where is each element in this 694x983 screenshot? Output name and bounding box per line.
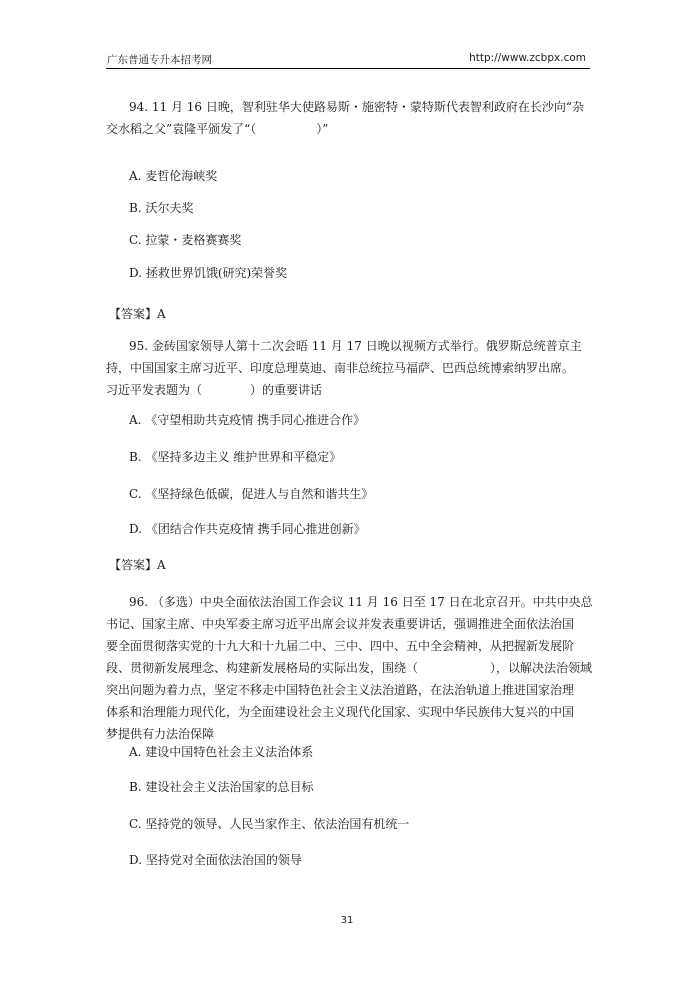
question-line: 95. 金砖国家领导人第十二次会晤 11 月 17 日晚以视频方式举行。俄罗斯总统普京主 bbox=[129, 339, 582, 353]
header-url[interactable]: http://www.zcbpx.com bbox=[469, 52, 586, 64]
question-line: 96. （多选）中央全面依法治国工作会议 11 月 16 日至 17 日在北京召开。中共中央总 bbox=[129, 595, 593, 609]
question-96-stem bbox=[106, 591, 593, 745]
question-95-stem bbox=[106, 335, 590, 401]
question-line: 交水稻之父”袁隆平颁发了“（ ）” bbox=[106, 122, 329, 136]
question-94-answer: 【答案】A bbox=[109, 307, 166, 321]
question-line: 书记、国家主席、中央军委主席习近平出席会议并发表重要讲话，强调推进全面依法治国 bbox=[106, 617, 575, 631]
question-line: 持，中国国家主席习近平、印度总理莫迪、南非总统拉马福萨、巴西总统博索纳罗出席。 bbox=[106, 361, 575, 375]
header-site-name: 广东普通专升本招考网 bbox=[107, 54, 212, 66]
question-line: 94. 11 月 16 日晚，智利驻华大使路易斯・施密特・蒙特斯代表智利政府在长沙向“杂 bbox=[129, 100, 585, 114]
page-header bbox=[106, 52, 590, 69]
question-94-option-c: C. 拉蒙・麦格赛赛奖 bbox=[129, 233, 242, 247]
question-96-option-b: B. 建设社会主义法治国家的总目标 bbox=[129, 780, 314, 794]
question-96-option-a: A. 建设中国特色社会主义法治体系 bbox=[129, 745, 314, 759]
question-95-option-d: D. 《团结合作共克疫情 携手同心推进创新》 bbox=[129, 522, 366, 536]
question-96-option-c: C. 坚持党的领导、人民当家作主、依法治国有机统一 bbox=[129, 817, 410, 831]
question-94-option-b: B. 沃尔夫奖 bbox=[129, 201, 194, 215]
question-line: 体系和治理能力现代化，为全面建设社会主义现代化国家、实现中华民族伟大复兴的中国 bbox=[106, 705, 575, 719]
question-95-answer: 【答案】A bbox=[109, 558, 166, 572]
question-96-option-d: D. 坚持党对全面依法治国的领导 bbox=[129, 853, 302, 867]
question-line: 习近平发表题为（ ）的重要讲话 bbox=[106, 383, 323, 397]
question-94-stem bbox=[106, 96, 590, 140]
question-line: 梦提供有力法治保障 bbox=[106, 727, 215, 741]
question-95-option-a: A. 《守望相助共克疫情 携手同心推进合作》 bbox=[129, 413, 366, 427]
question-95-option-c: C. 《坚持绿色低碳，促进人与自然和谐共生》 bbox=[129, 487, 374, 501]
question-94-option-a: A. 麦哲伦海峡奖 bbox=[129, 169, 218, 183]
page-number: 31 bbox=[340, 915, 354, 926]
question-94-option-d: D. 拯救世界饥饿(研究)荣誉奖 bbox=[129, 266, 288, 280]
question-line: 突出问题为着力点，坚定不移走中国特色社会主义法治道路，在法治轨道上推进国家治理 bbox=[106, 683, 575, 697]
question-line: 段、贯彻新发展理念、构建新发展格局的实际出发，围绕（ ），以解决法治领域 bbox=[106, 661, 593, 675]
question-95-option-b: B. 《坚持多边主义 维护世界和平稳定》 bbox=[129, 450, 342, 464]
question-line: 要全面贯彻落实党的十九大和十九届二中、三中、四中、五中全会精神，从把握新发展阶 bbox=[106, 639, 575, 653]
